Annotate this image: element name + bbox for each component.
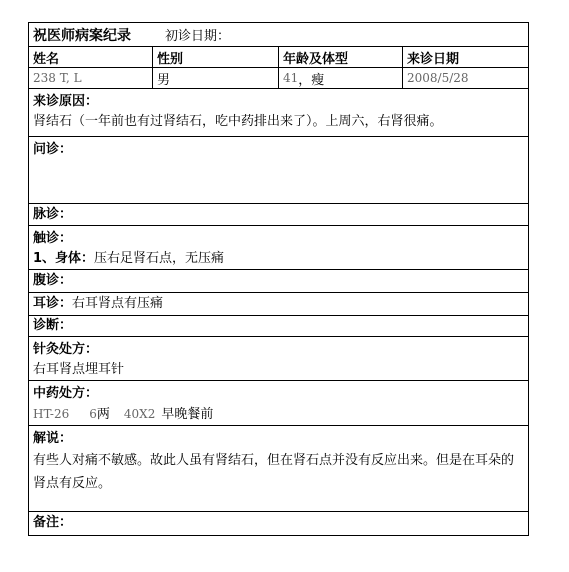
- palpation-item-label: 1、身体：: [33, 251, 95, 266]
- herbal-section: [29, 381, 528, 426]
- herbal-code: HT-26: [33, 407, 70, 421]
- ear-line: [33, 294, 524, 314]
- age-build-value: [279, 68, 403, 88]
- ear-section: [29, 293, 528, 316]
- info-header-row: [29, 47, 528, 68]
- sex-value: 男: [153, 68, 279, 88]
- info-value-row: [29, 68, 528, 89]
- inquiry-label: 问诊：: [33, 142, 73, 157]
- pulse-section: [29, 204, 528, 226]
- ear-text: 右耳肾点有压痛: [72, 296, 164, 311]
- notes-section: [29, 512, 528, 535]
- ear-label: 耳诊：: [33, 296, 73, 311]
- herbal-dosage: 40X2: [123, 407, 156, 421]
- reason-label: 来诊原因：: [33, 94, 99, 109]
- first-visit-label: 初诊日期：: [165, 29, 231, 44]
- case-record-sheet: [28, 22, 529, 536]
- palpation-section: [29, 226, 528, 270]
- pulse-label: 脉诊：: [33, 207, 73, 222]
- abdomen-section: [29, 270, 528, 293]
- age-build-header: 年龄及体型: [279, 47, 403, 67]
- diagnosis-section: [29, 316, 528, 337]
- title-row: [29, 23, 528, 47]
- herbal-label: 中药处方：: [33, 386, 99, 401]
- visit-date-header: 来诊日期: [407, 51, 460, 67]
- acupuncture-text: 右耳肾点埋耳针: [33, 362, 125, 377]
- abdomen-label: 腹诊：: [33, 273, 73, 288]
- reason-section: [29, 89, 528, 137]
- visit-date-value: 2008/5/28: [407, 71, 469, 85]
- name-value: 238 T, L: [29, 68, 153, 88]
- diagnosis-label: 诊断：: [33, 318, 73, 333]
- acupuncture-label: 针灸处方：: [33, 342, 99, 357]
- palpation-label: 触诊：: [33, 231, 73, 246]
- herbal-timing: 早晚餐前: [161, 407, 214, 422]
- reason-text: 肾结石（一年前也有过肾结石，吃中药排出来了）。上周六，右肾很痛。: [33, 114, 443, 129]
- herbal-amount-unit: 两: [96, 407, 110, 422]
- notes-label: 备注：: [33, 515, 73, 530]
- age-value: 41: [283, 71, 299, 85]
- herbal-amount-num: 6: [89, 407, 97, 421]
- name-header: 姓名: [29, 47, 153, 67]
- palpation-item: [33, 249, 524, 269]
- explanation-label: 解说：: [33, 431, 73, 446]
- explanation-text: 有些人对痛不敏感。故此人虽有肾结石，但在肾石点并没有反应出来。但是在耳朵的肾点有反应。: [33, 453, 515, 491]
- record-title: 祝医师病案纪录: [33, 27, 131, 44]
- inquiry-section: [29, 137, 528, 204]
- sex-header: 性别: [153, 47, 279, 67]
- acupuncture-section: [29, 337, 528, 381]
- build-value: ，瘦: [298, 72, 325, 88]
- palpation-item-text: 压右足肾石点，无压痛: [94, 251, 225, 266]
- herbal-prescription: [33, 404, 524, 425]
- explanation-section: [29, 426, 528, 512]
